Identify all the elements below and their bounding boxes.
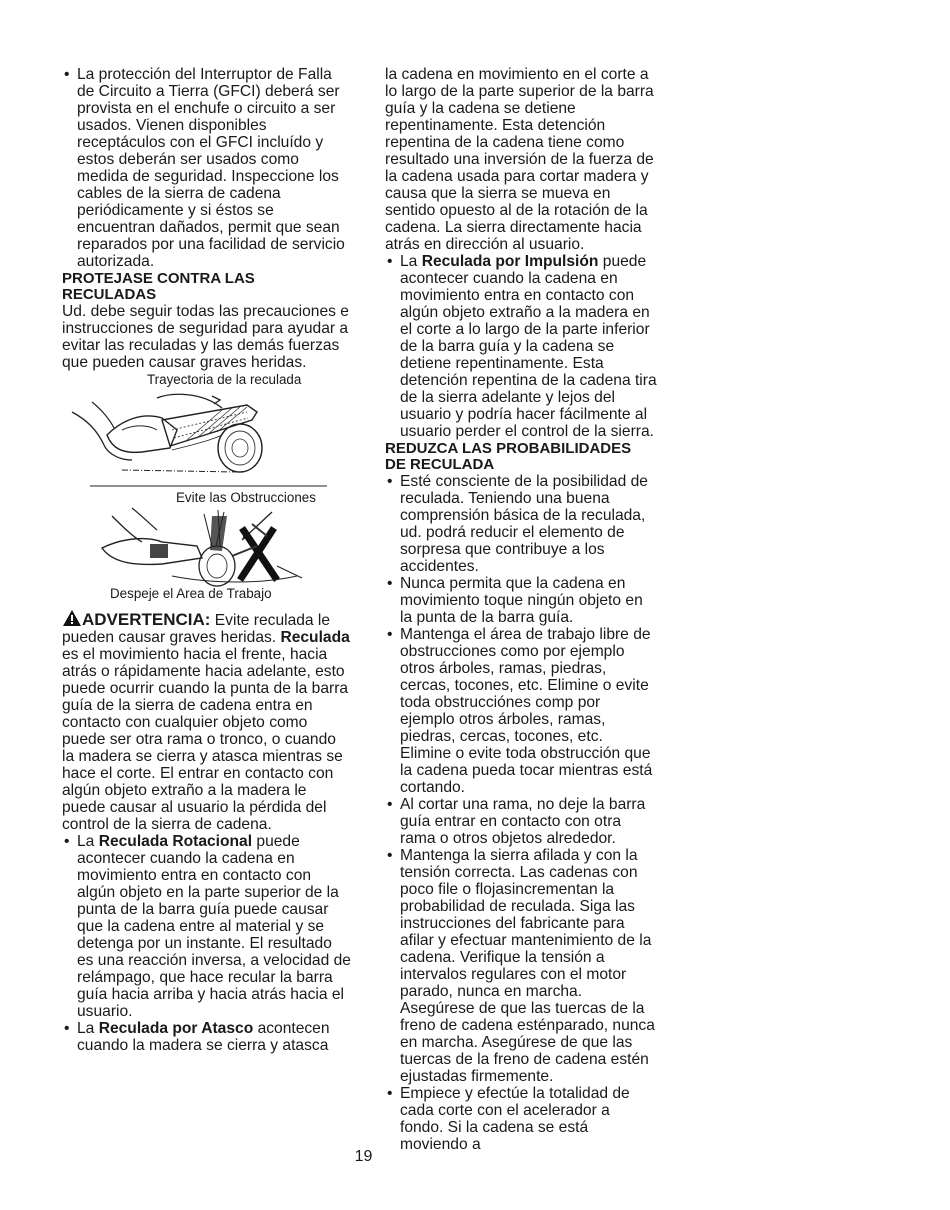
pushback-text: puede acontecer cuando la cadena en movimiento entra en contacto con algún objeto extraño a la madera en el corte a lo largo de la parte inferior de la barra guía y la cadena se detiene repentinamente. Esta detención repentina de la cadena tira de la sierra adelante y lejos del usuario y podría hacer fácilmente al usuario perder el control de la sierra.: [400, 253, 657, 440]
reduce-kickback-heading: [385, 441, 657, 473]
pinch-text: acontecen cuando la madera se cierra y atasca: [77, 1020, 330, 1054]
rotational-term: Reculada Rotacional: [98, 833, 253, 850]
kickback-path-illustration: [62, 390, 352, 490]
reduce-heading-line-2: DE RECULADA: [385, 456, 495, 473]
figure-caption-work-area: Despeje el Area de Trabajo: [110, 586, 272, 601]
pinch-prefix: La: [77, 1020, 99, 1037]
page-number: 19: [354, 1148, 373, 1165]
kickback-heading: [62, 271, 352, 303]
reduce-bullet-6: • Empiece y efectúe la totalidad de cada corte con el acelerador a fondo. Si la cadena se está moviendo a: [385, 1085, 657, 1153]
reduce-bullet-1: • Esté consciente de la posibilidad de reculada. Teniendo una buena comprensión básica de la reculada, ud. podrá reducir el elemento de sorpresa que contribuye a los accidentes.: [385, 473, 657, 575]
kickback-intro: Ud. debe seguir todas las precauciones e instrucciones de seguridad para ayudar a evitar las reculadas y las demás fuerzas que pueden causar graves heridas.: [62, 303, 349, 371]
pushback-bullet: [385, 253, 657, 440]
warning-text-2: es el movimiento hacia el frente, hacia atrás o rápidamente hacia adelante, esto puede ocurrir cuando la punta de la barra guía de la sierra de cadena entra en contacto con cualquier objeto como puede ser otra rama o tronco, o cuando la madera se cierra y atasca mientras se hace el corte. El entrar en contacto con algún objeto extraño a la madera le puede causar al usuario la pérdida del control de la sierra de cadena.: [62, 646, 349, 833]
reduce-bullet-5: • Mantenga la sierra afilada y con la tensión correcta. Las cadenas con poco file o flojasincrementan la probabilidad de reculada. Siga las instrucciones del fabricante para afilar y efectuar mantenimiento de la cadena. Verifique la tensión a intervalos regulares con el motor parado, nunca en marcha. Asegúrese de que las tuercas de la freno de cadena esténparado, nunca en marcha. Asegúrese de que las tuercas de la freno de cadena estén ejustadas firmemente.: [385, 847, 657, 1085]
pinch-kickback-bullet: [62, 1020, 352, 1054]
warning-paragraph: [62, 609, 352, 833]
pinch-term: Reculada por Atasco: [98, 1020, 254, 1037]
figure-caption-obstructions: Evite las Obstrucciones: [176, 490, 316, 505]
kickback-heading-line-1: PROTEJASE CONTRA LAS: [62, 270, 255, 287]
pinch-continued: la cadena en movimiento en el corte a lo largo de la parte superior de la barra guía y la cadena se detiene repentinamente. Esta detención repentina de la cadena tiene como resultado una inversión de la fuerza de la cadena usada para cortar madera y causa que la sierra se mueva en sentido opuesto al de la rotación de la cadena. La sierra directamente hacia atrás en dirección al usuario.: [385, 66, 654, 253]
right-column: [385, 66, 657, 1153]
reduce-heading-line-1: REDUZCA LAS PROBABILIDADES: [385, 440, 632, 457]
rotational-text: puede acontecer cuando la cadena en movimiento entra en contacto con algún objeto en la parte superior de la punta de la barra guía puede causar que la cadena entre al material y se detenga por un instante. El resultado es una reacción inversa, a velocidad de relámpago, que hace recular la barra guía hacia arriba y hacia atrás hacia el usuario.: [77, 833, 351, 1020]
pushback-prefix: La: [400, 253, 422, 270]
warning-text-1: Evite reculada le pueden causar graves heridas.: [62, 612, 331, 646]
warning-label: ADVERTENCIA:: [82, 610, 211, 629]
kickback-heading-line-2: RECULADAS: [62, 286, 157, 303]
obstruction-illustration: [62, 506, 352, 588]
rotational-prefix: La: [77, 833, 99, 850]
reduce-bullet-2: • Nunca permita que la cadena en movimiento toque ningún objeto en la punta de la barra guía.: [385, 575, 657, 626]
left-column: [62, 66, 352, 1054]
warning-triangle-icon: [62, 609, 82, 627]
kickback-figure: [62, 372, 352, 604]
pushback-term: Reculada por Impulsión: [421, 253, 599, 270]
reduce-bullet-3: • Mantenga el área de trabajo libre de obstrucciones como por ejemplo otros árboles, ramas, piedras, cercas, tocones, etc. Elimine o evite toda obstrucciónes comp por ejemplo otros árboles, ramas, piedras, cercas, tocones, etc. Elimine o evite toda obstrucción que la cadena pueda tocar mientras está cortando.: [385, 626, 657, 796]
gfci-bullet: • La protección del Interruptor de Falla de Circuito a Tierra (GFCI) deberá ser provista en el enchufe o circuito a ser usados. Vienen disponibles receptáculos con el GFCI incluído y estos deberán ser usados como medida de seguridad. Inspeccione los cables de la sierra de cadena periódicamente y si éstos se encuentran dañados, permit que sean reparados por una facilidad de servicio autorizada.: [62, 66, 352, 270]
figure-caption-kickback-path: Trayectoria de la reculada: [147, 372, 302, 387]
warning-bold-term: Reculada: [280, 629, 350, 646]
rotational-kickback-bullet: [62, 833, 352, 1020]
reduce-bullet-4: • Al cortar una rama, no deje la barra guía entrar en contacto con otra rama o otros objetos alrededor.: [385, 796, 657, 847]
